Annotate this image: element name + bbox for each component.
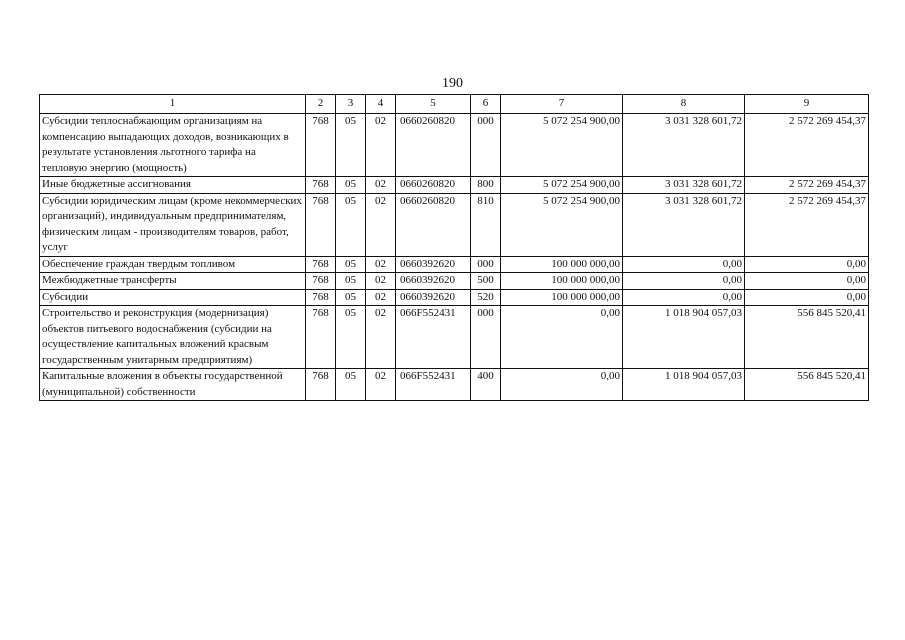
code-cell: 05 <box>336 256 366 273</box>
row-name: Субсидии юридическим лицам (кроме некоммерческих организаций), индивидуальным предпринимателям, физическим лицам - производителям товаров, работ, услуг <box>40 193 306 256</box>
table-row <box>40 177 869 194</box>
code-cell: 0660392620 <box>396 289 471 306</box>
column-header: 8 <box>623 95 745 114</box>
code-cell: 02 <box>366 289 396 306</box>
code-cell: 800 <box>471 177 501 194</box>
column-header: 3 <box>336 95 366 114</box>
code-cell: 0660392620 <box>396 273 471 290</box>
code-cell: 768 <box>306 273 336 290</box>
budget-table <box>39 94 869 401</box>
amount-cell: 556 845 520,41 <box>745 306 869 369</box>
row-name: Субсидии <box>40 289 306 306</box>
code-cell: 520 <box>471 289 501 306</box>
amount-cell: 5 072 254 900,00 <box>501 177 623 194</box>
amount-cell: 2 572 269 454,37 <box>745 193 869 256</box>
row-name: Межбюджетные трансферты <box>40 273 306 290</box>
table-row <box>40 114 869 177</box>
code-cell: 05 <box>336 273 366 290</box>
code-cell: 000 <box>471 306 501 369</box>
code-cell: 05 <box>336 193 366 256</box>
amount-cell: 0,00 <box>623 273 745 290</box>
amount-cell: 0,00 <box>745 256 869 273</box>
row-name: Субсидии теплоснабжающим организациям на компенсацию выпадающих доходов, возникающих в результате установления льготного тарифа на тепловую энергию (мощность) <box>40 114 306 177</box>
code-cell: 768 <box>306 306 336 369</box>
page-number: 190 <box>442 76 463 91</box>
table-row <box>40 369 869 401</box>
code-cell: 810 <box>471 193 501 256</box>
code-cell: 02 <box>366 273 396 290</box>
column-header: 7 <box>501 95 623 114</box>
code-cell: 768 <box>306 289 336 306</box>
amount-cell: 0,00 <box>501 369 623 401</box>
header-row <box>40 95 869 114</box>
amount-cell: 0,00 <box>745 273 869 290</box>
code-cell: 0660392620 <box>396 256 471 273</box>
table-row <box>40 256 869 273</box>
code-cell: 066F552431 <box>396 306 471 369</box>
amount-cell: 100 000 000,00 <box>501 289 623 306</box>
row-name: Иные бюджетные ассигнования <box>40 177 306 194</box>
code-cell: 02 <box>366 256 396 273</box>
column-header: 2 <box>306 95 336 114</box>
code-cell: 500 <box>471 273 501 290</box>
code-cell: 05 <box>336 289 366 306</box>
column-header: 6 <box>471 95 501 114</box>
row-name: Обеспечение граждан твердым топливом <box>40 256 306 273</box>
code-cell: 000 <box>471 256 501 273</box>
amount-cell: 100 000 000,00 <box>501 273 623 290</box>
column-header: 1 <box>40 95 306 114</box>
code-cell: 400 <box>471 369 501 401</box>
amount-cell: 5 072 254 900,00 <box>501 193 623 256</box>
code-cell: 0660260820 <box>396 193 471 256</box>
amount-cell: 3 031 328 601,72 <box>623 193 745 256</box>
amount-cell: 0,00 <box>745 289 869 306</box>
row-name: Строительство и реконструкция (модернизация) объектов питьевого водоснабжения (субсидии на осуществление капитальных вложений красвым государственным унитарным предприятиям) <box>40 306 306 369</box>
code-cell: 066F552431 <box>396 369 471 401</box>
code-cell: 768 <box>306 193 336 256</box>
code-cell: 05 <box>336 369 366 401</box>
amount-cell: 3 031 328 601,72 <box>623 114 745 177</box>
code-cell: 768 <box>306 369 336 401</box>
amount-cell: 556 845 520,41 <box>745 369 869 401</box>
table-row <box>40 306 869 369</box>
table-row <box>40 273 869 290</box>
code-cell: 02 <box>366 306 396 369</box>
amount-cell: 3 031 328 601,72 <box>623 177 745 194</box>
amount-cell: 100 000 000,00 <box>501 256 623 273</box>
code-cell: 05 <box>336 306 366 369</box>
code-cell: 0660260820 <box>396 177 471 194</box>
code-cell: 000 <box>471 114 501 177</box>
code-cell: 02 <box>366 114 396 177</box>
amount-cell: 1 018 904 057,03 <box>623 306 745 369</box>
code-cell: 0660260820 <box>396 114 471 177</box>
table-row <box>40 289 869 306</box>
row-name: Капитальные вложения в объекты государственной (муниципальной) собственности <box>40 369 306 401</box>
amount-cell: 5 072 254 900,00 <box>501 114 623 177</box>
code-cell: 768 <box>306 256 336 273</box>
code-cell: 02 <box>366 177 396 194</box>
code-cell: 768 <box>306 177 336 194</box>
code-cell: 05 <box>336 114 366 177</box>
amount-cell: 0,00 <box>623 289 745 306</box>
amount-cell: 0,00 <box>623 256 745 273</box>
amount-cell: 2 572 269 454,37 <box>745 177 869 194</box>
code-cell: 768 <box>306 114 336 177</box>
amount-cell: 0,00 <box>501 306 623 369</box>
column-header: 9 <box>745 95 869 114</box>
code-cell: 05 <box>336 177 366 194</box>
amount-cell: 1 018 904 057,03 <box>623 369 745 401</box>
code-cell: 02 <box>366 193 396 256</box>
column-header: 5 <box>396 95 471 114</box>
code-cell: 02 <box>366 369 396 401</box>
amount-cell: 2 572 269 454,37 <box>745 114 869 177</box>
column-header: 4 <box>366 95 396 114</box>
table-row <box>40 193 869 256</box>
